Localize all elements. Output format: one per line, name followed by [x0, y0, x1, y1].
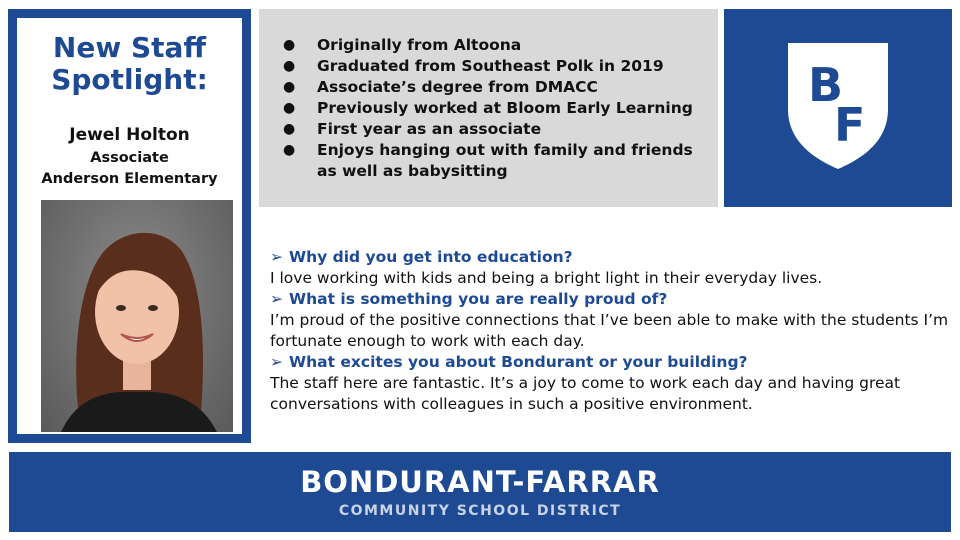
question-1 — [270, 247, 950, 268]
qa-section — [270, 247, 950, 415]
facts-box — [259, 9, 718, 207]
spotlight-title — [17, 32, 242, 96]
fact-text: Associate’s degree from DMACC — [317, 78, 598, 96]
district-subtitle: COMMUNITY SCHOOL DISTRICT — [338, 503, 622, 519]
question-3 — [270, 352, 950, 373]
facts-list — [281, 35, 711, 182]
fact-text: First year as an associate — [317, 120, 542, 138]
question-2 — [270, 289, 950, 310]
shield-logo-icon — [784, 39, 892, 171]
logo-box — [724, 9, 952, 207]
fact-item — [281, 77, 711, 98]
spotlight-title-line2: Spotlight: — [51, 63, 208, 96]
spotlight-panel — [8, 9, 251, 443]
bullet-icon: ● — [283, 58, 296, 74]
answer-3: The staff here are fantastic. It’s a joy to come to work each day and having great conversations with colleagues in such a positive environment. — [270, 374, 901, 413]
fact-item — [281, 140, 711, 182]
bullet-icon: ● — [283, 79, 296, 95]
answer-2: I’m proud of the positive connections that I’ve been able to make with the students I’m fortunate enough to work with each day. — [270, 311, 949, 350]
fact-item — [281, 35, 711, 56]
fact-item — [281, 119, 711, 140]
staff-photo — [41, 200, 233, 432]
district-footer — [9, 452, 951, 532]
bullet-icon: ● — [283, 37, 296, 53]
fact-item — [281, 56, 711, 77]
question-text: Why did you get into education? — [289, 248, 573, 266]
district-name: BONDURANT-FARRAR — [300, 465, 660, 499]
staff-school: Anderson Elementary — [41, 171, 218, 187]
staff-role: Associate — [90, 150, 169, 166]
fact-item — [281, 98, 711, 119]
question-text: What excites you about Bondurant or your building? — [289, 353, 748, 371]
fact-text: Originally from Altoona — [317, 36, 522, 54]
fact-text: Enjoys hanging out with family and friends as well as babysitting — [317, 141, 693, 180]
bullet-icon: ● — [283, 142, 296, 158]
logo-letter-f: F — [834, 98, 866, 152]
logo-letter-b: B — [808, 58, 844, 112]
answer-1: I love working with kids and being a bright light in their everyday lives. — [270, 269, 823, 287]
fact-text: Graduated from Southeast Polk in 2019 — [317, 57, 664, 75]
bullet-icon: ● — [283, 121, 296, 137]
fact-text: Previously worked at Bloom Early Learning — [317, 99, 693, 117]
arrow-icon: ➢ — [270, 248, 283, 266]
bullet-icon: ● — [283, 100, 296, 116]
arrow-icon: ➢ — [270, 353, 283, 371]
staff-name: Jewel Holton — [69, 125, 190, 145]
spotlight-title-line1: New Staff — [52, 31, 207, 64]
arrow-icon: ➢ — [270, 290, 283, 308]
question-text: What is something you are really proud of? — [289, 290, 668, 308]
